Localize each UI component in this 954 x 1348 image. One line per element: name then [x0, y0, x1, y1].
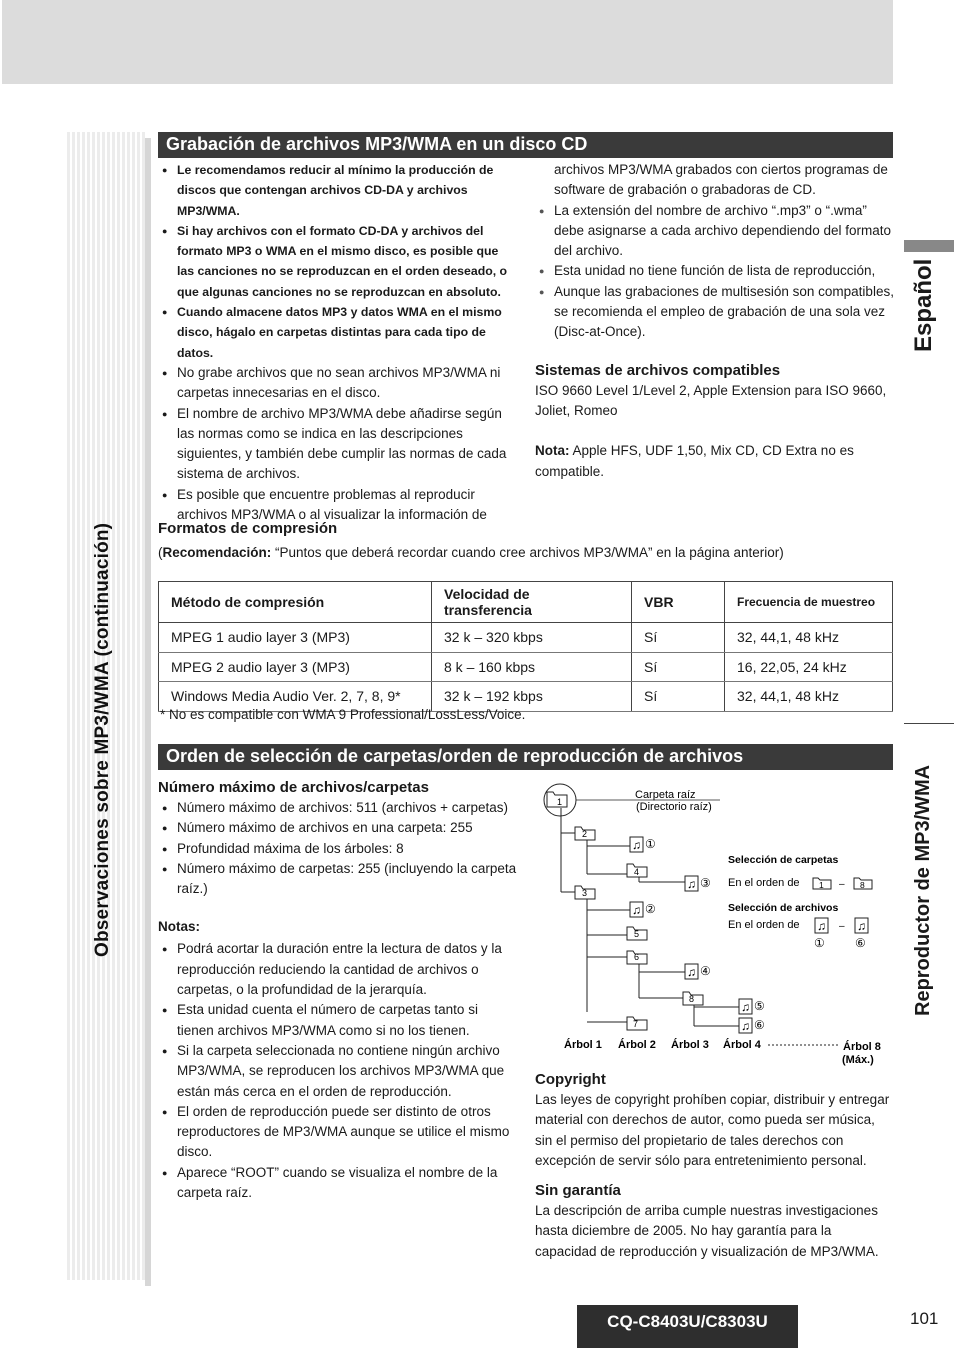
- svg-text:⑥: ⑥: [855, 936, 866, 950]
- root-label-1: Carpeta raíz: [635, 789, 696, 801]
- svg-text:③: ③: [700, 876, 711, 890]
- root-label-2: (Directorio raíz): [636, 801, 712, 813]
- section-tab-divider: [904, 723, 954, 724]
- copyright-text: Las leyes de copyright prohíben copiar, distribuir y entregar material con derechos de autor, como pueda ser música, sin el permiso del propietario de tales derechos con excepción de servir sólo para entretenimiento personal.: [535, 1092, 890, 1168]
- notes-label: Notas:: [158, 919, 201, 935]
- sel-folders-label: Selección de carpetas: [728, 854, 839, 866]
- tree-label: Árbol 2: [618, 1039, 656, 1051]
- table-cell: 16, 22,05, 24 kHz: [725, 652, 893, 682]
- side-title: Observaciones sobre MP3/WMA (continuación): [92, 522, 113, 957]
- music-file-icon: [685, 876, 711, 891]
- side-band-shadow: [145, 138, 151, 1286]
- music-file-icon: [855, 918, 868, 933]
- svg-text:♫: ♫: [857, 919, 866, 933]
- svg-text:④: ④: [700, 964, 711, 978]
- svg-text:–: –: [839, 921, 845, 932]
- table-cell: MPEG 2 audio layer 3 (MP3): [159, 652, 432, 682]
- list-item: ● El orden de reproducción puede ser distinto de otros reproductores de MP3/WMA aunque se utilice el mismo disco.: [158, 1102, 518, 1163]
- table-cell: Sí: [632, 652, 725, 682]
- page-number: 101: [910, 1309, 939, 1328]
- formats-heading: Formatos de compresión: [158, 520, 338, 537]
- folder-icon: [683, 992, 703, 1005]
- table-cell: Sí: [632, 623, 725, 653]
- section1-right-column: [535, 160, 895, 482]
- table-cell: 32 k – 192 kbps: [432, 682, 632, 712]
- list-item: ● Número máximo de carpetas: 255 (incluyendo la carpeta raíz.): [158, 859, 518, 900]
- svg-text:♫: ♫: [687, 965, 696, 979]
- music-file-icon: [815, 918, 828, 933]
- svg-text:4: 4: [634, 867, 640, 877]
- music-file-icon: [630, 902, 656, 917]
- table-cell: 32, 44,1, 48 kHz: [725, 682, 893, 712]
- model-number: CQ-C8403U/C8303U: [577, 1305, 798, 1348]
- list-item: ● Aunque las grabaciones de multisesión son compatibles, se recomienda el empleo de grabación de una sola vez (Disc-at-Once).: [535, 282, 895, 343]
- folder-icon: [627, 951, 647, 964]
- table-cell: 32, 44,1, 48 kHz: [725, 623, 893, 653]
- svg-text:1: 1: [819, 880, 824, 890]
- table-cell: 32 k – 320 kbps: [432, 623, 632, 653]
- formats-recommendation: (Recomendación: “Puntos que deberá recordar cuando cree archivos MP3/WMA” en la página anterior): [158, 545, 784, 560]
- warranty-text: La descripción de arriba cumple nuestras investigaciones hasta diciembre de 2005. No hay garantía para la capacidad de reproducción y visualización de MP3/WMA.: [535, 1203, 879, 1259]
- svg-text:1: 1: [557, 797, 563, 807]
- svg-text:♫: ♫: [817, 919, 826, 933]
- list-item: ● Aparece “ROOT” cuando se visualiza el nombre de la carpeta raíz.: [158, 1163, 518, 1204]
- folder-icon: [575, 886, 595, 899]
- fs-text: ISO 9660 Level 1/Level 2, Apple Extension para ISO 9660, Joliet, Romeo: [535, 382, 887, 418]
- folder-icon: [575, 827, 595, 840]
- table-header-cell: VBR: [632, 582, 725, 623]
- section1-left-column: [158, 160, 518, 525]
- language-tab: Español: [910, 258, 937, 352]
- table-header-row: [159, 582, 893, 623]
- folder-icon: [627, 927, 647, 940]
- table-cell: Sí: [632, 682, 725, 712]
- tree-label: Árbol 1: [564, 1039, 602, 1051]
- folder-tree-diagram: [535, 782, 893, 1072]
- top-band: [2, 0, 893, 84]
- tree-label: Árbol 8: [843, 1041, 881, 1053]
- list-item: ● Cuando almacene datos MP3 y datos WMA en el mismo disco, hágalo en carpetas distintas para cada tipo de datos.: [158, 302, 518, 363]
- table-row: [159, 652, 893, 682]
- tree-label: (Máx.): [842, 1054, 874, 1066]
- table-row: [159, 623, 893, 653]
- svg-text:7: 7: [633, 1019, 639, 1029]
- table-header-cell: Velocidad de transferencia: [432, 582, 632, 623]
- folder-icon: [627, 1017, 647, 1030]
- section2-header: Orden de selección de carpetas/orden de reproducción de archivos: [158, 744, 893, 770]
- fs-heading: Sistemas de archivos compatibles: [535, 361, 781, 379]
- table-cell: Windows Media Audio Ver. 2, 7, 8, 9*: [159, 682, 432, 712]
- table-cell: MPEG 1 audio layer 3 (MP3): [159, 623, 432, 653]
- folder-icon: [547, 792, 567, 807]
- list-item: ● Número máximo de archivos: 511 (archivos + carpetas): [158, 798, 518, 818]
- fs-note: Nota: Apple HFS, UDF 1,50, Mix CD, CD Extra no es compatible.: [535, 443, 854, 479]
- music-file-icon: [739, 999, 765, 1014]
- svg-text:⑥: ⑥: [754, 1018, 765, 1032]
- table-cell: 8 k – 160 kbps: [432, 652, 632, 682]
- section2-left-column: [158, 778, 518, 1203]
- list-item: ● Si la carpeta seleccionada no contiene ningún archivo MP3/WMA, se reproducen los archivos MP3/WMA que están más cerca en el orden de reproducción.: [158, 1041, 518, 1102]
- tree-labels: [564, 1038, 881, 1066]
- svg-text:♫: ♫: [687, 877, 696, 891]
- svg-text:–: –: [839, 879, 845, 890]
- svg-text:2: 2: [582, 829, 588, 839]
- svg-text:5: 5: [634, 929, 640, 939]
- language-tab-bar: [904, 240, 954, 252]
- list-item: ● La extensión del nombre de archivo “.mp3” o “.wma” debe asignarse a cada archivo dependiendo del formato del archivo.: [535, 201, 895, 262]
- music-file-icon: [630, 837, 656, 852]
- svg-text:3: 3: [582, 888, 588, 898]
- tree-label: Árbol 4: [723, 1039, 761, 1051]
- continued-text: archivos MP3/WMA grabados con ciertos programas de software de grabación o grabadoras de CD.: [554, 162, 888, 198]
- list-item: ● Podrá acortar la duración entre la lectura de datos y la reproducción reduciendo la cantidad de archivos o carpetas, o la profundidad de la jerarquía.: [158, 939, 518, 1000]
- folders: [547, 792, 703, 1030]
- sel-folders-text: En el orden de: [728, 877, 800, 889]
- section-tab: Reproductor de MP3/WMA: [912, 764, 934, 1016]
- table-header-cell: Método de compresión: [159, 582, 432, 623]
- svg-text:8: 8: [689, 994, 695, 1004]
- section2-right-column: [535, 1070, 895, 1262]
- list-item: ● Es posible que encuentre problemas al reproducir archivos MP3/WMA o al visualizar la información de: [158, 485, 518, 526]
- sel-files-label: Selección de archivos: [728, 902, 839, 914]
- sel-files-text: En el orden de: [728, 919, 800, 931]
- section1-header: Grabación de archivos MP3/WMA en un disco CD: [158, 132, 893, 158]
- list-item: ● Número máximo de archivos en una carpeta: 255: [158, 818, 518, 838]
- svg-text:♫: ♫: [741, 1000, 750, 1014]
- svg-text:♫: ♫: [632, 903, 641, 917]
- music-file-icon: [739, 1018, 765, 1033]
- svg-text:①: ①: [814, 936, 825, 950]
- music-file-icon: [685, 964, 711, 979]
- list-item: ● Si hay archivos con el formato CD-DA y archivos del formato MP3 o WMA en el mismo disco, es posible que las canciones no se reproduzcan en el orden deseado, o que algunas canciones no se reproduzcan en absoluto.: [158, 221, 518, 302]
- tree-label: Árbol 3: [671, 1039, 709, 1051]
- copyright-heading: Copyright: [535, 1071, 606, 1088]
- svg-text:♫: ♫: [632, 838, 641, 852]
- svg-text:6: 6: [634, 952, 640, 962]
- list-item: ● Esta unidad no tiene función de lista de reproducción,: [535, 261, 895, 281]
- list-item: ● Profundidad máxima de los árboles: 8: [158, 839, 518, 859]
- svg-text:8: 8: [860, 880, 865, 890]
- list-item: ● Le recomendamos reducir al mínimo la producción de discos que contengan archivos CD-DA y archivos MP3/WMA.: [158, 160, 518, 221]
- list-item: ● El nombre de archivo MP3/WMA debe añadirse según las normas como se indica en las descripciones siguientes, y también debe cumplir las normas de cada sistema de archivos.: [158, 404, 518, 485]
- svg-text:②: ②: [645, 902, 656, 916]
- folder-icon: [627, 864, 647, 877]
- svg-text:⑤: ⑤: [754, 999, 765, 1013]
- max-heading: Número máximo de archivos/carpetas: [158, 779, 429, 796]
- warranty-heading: Sin garantía: [535, 1182, 621, 1200]
- compression-table: [158, 581, 893, 712]
- svg-text:♫: ♫: [741, 1019, 750, 1033]
- table-footnote: * No es compatible con WMA 9 Professional/LossLess/Voice.: [160, 707, 526, 722]
- svg-text:①: ①: [645, 837, 656, 851]
- table-header-cell: Frecuencia de muestreo: [725, 582, 893, 623]
- list-item: ● Esta unidad cuenta el número de carpetas tanto si tienen archivos MP3/WMA como si no los tienen.: [158, 1000, 518, 1041]
- list-item: ● No grabe archivos que no sean archivos MP3/WMA ni carpetas innecesarias en el disco.: [158, 363, 518, 404]
